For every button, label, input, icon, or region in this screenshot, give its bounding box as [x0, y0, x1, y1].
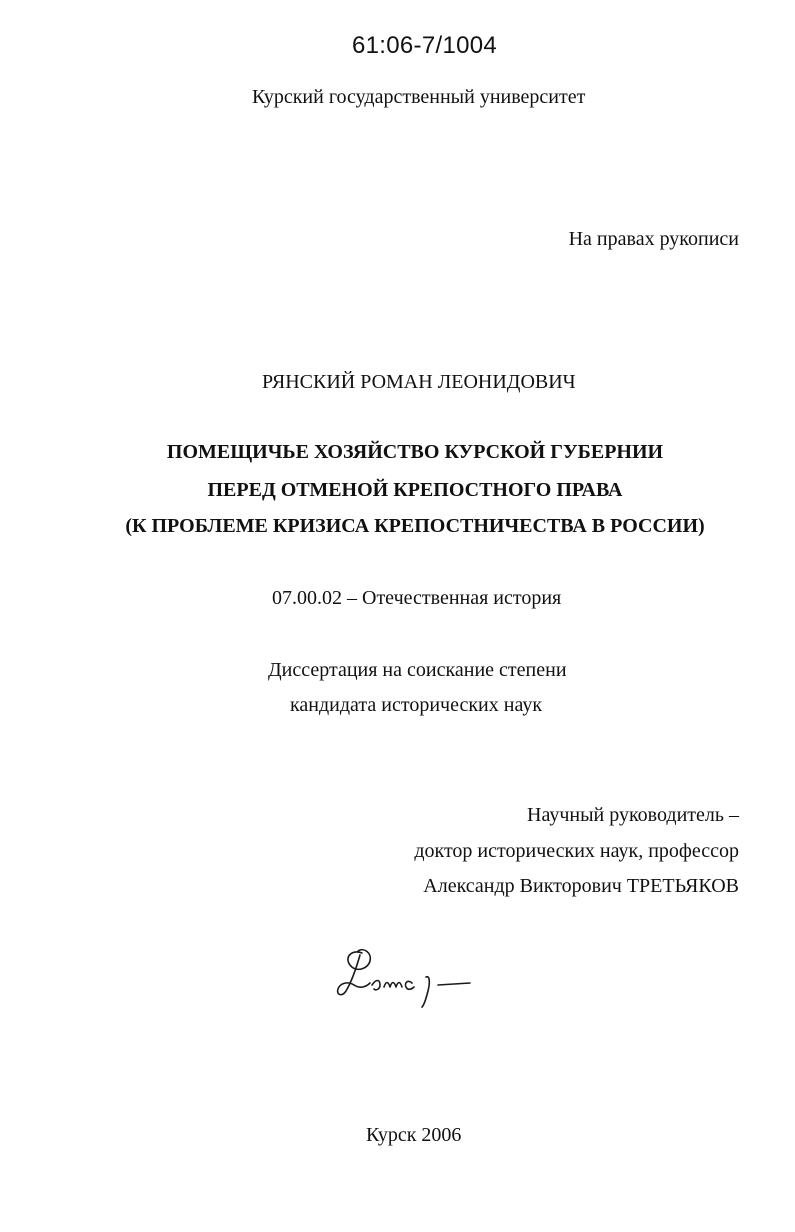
title-line-1: ПОМЕЩИЧЬЕ ХОЗЯЙСТВО КУРСКОЙ ГУБЕРНИИ	[166, 441, 664, 463]
author-name: РЯНСКИЙ РОМАН ЛЕОНИДОВИЧ	[262, 371, 576, 393]
university-name: Курский государственный университет	[252, 86, 586, 108]
catalog-code: 61:06-7/1004	[352, 32, 498, 59]
title-line-2: ПЕРЕД ОТМЕНОЙ КРЕПОСТНОГО ПРАВА	[207, 479, 623, 501]
manuscript-note: На правах рукописи	[568, 228, 739, 250]
advisor-name: Александр Викторович ТРЕТЬЯКОВ	[423, 875, 739, 897]
degree-line-2: кандидата исторических наук	[290, 694, 543, 716]
title-line-3: (К ПРОБЛЕМЕ КРИЗИСА КРЕПОСТНИЧЕСТВА В РОССИИ)	[125, 515, 705, 537]
advisor-degree: доктор исторических наук, профессор	[414, 840, 739, 862]
city-year: Курск 2006	[366, 1124, 462, 1146]
advisor-role: Научный руководитель –	[527, 804, 739, 826]
degree-line-1: Диссертация на соискание степени	[268, 659, 567, 681]
specialty-code: 07.00.02 – Отечественная история	[272, 587, 562, 609]
handwritten-signature	[330, 935, 490, 1025]
